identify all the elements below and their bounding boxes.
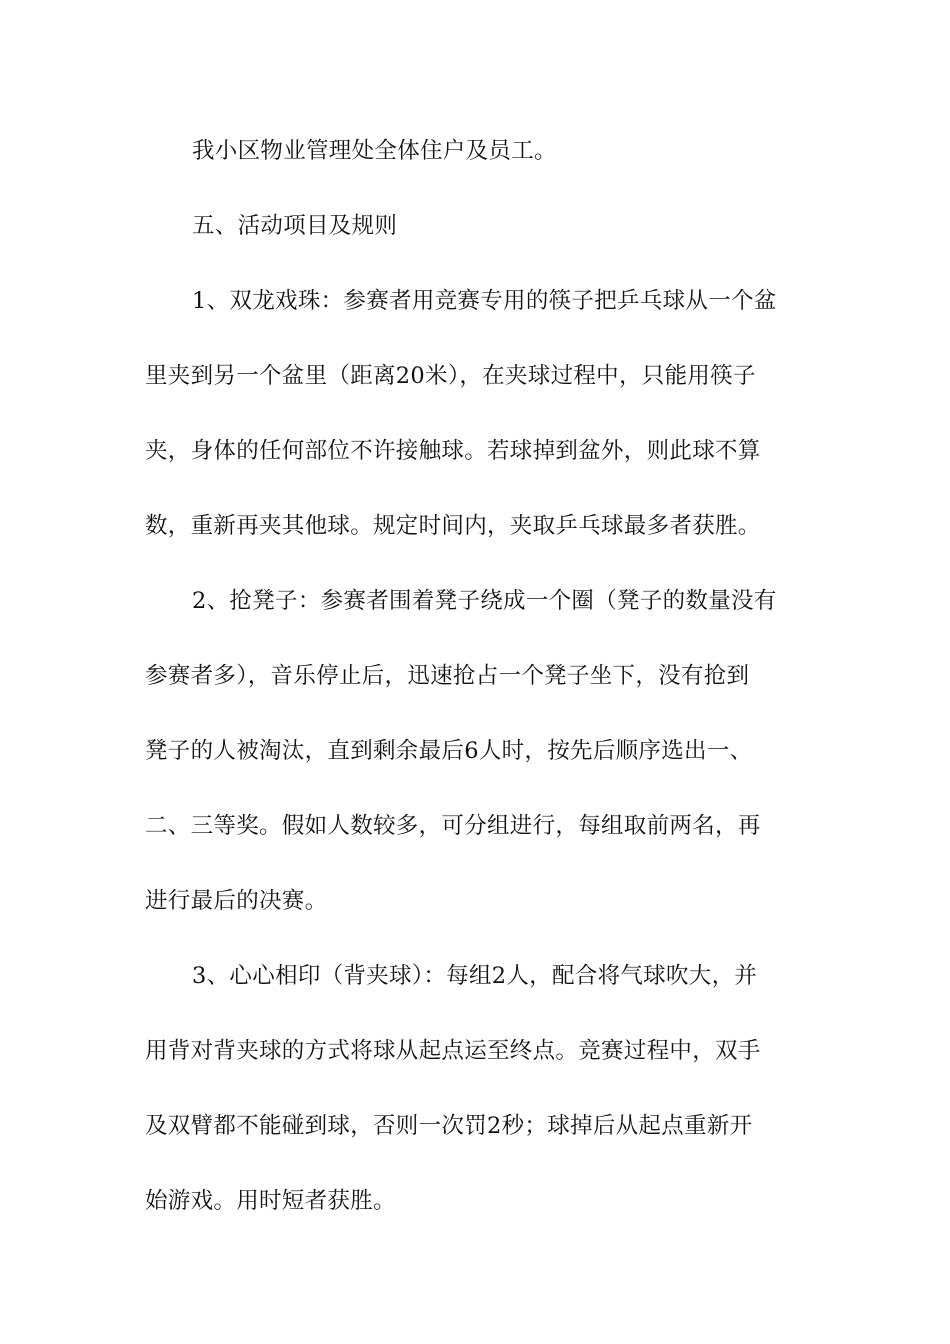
paragraph-line: 进行最后的决赛。 [145,888,328,914]
paragraph-line: 二、三等奖。假如人数较多，可分组进行，每组取前两名，再 [145,813,761,839]
paragraph-line: 3、心心相印（背夹球）：每组2人，配合将气球吹大，并 [192,963,758,989]
paragraph-line: 2、抢凳子：参赛者围着凳子绕成一个圈（凳子的数量没有 [192,588,777,614]
paragraph-line: 用背对背夹球的方式将球从起点运至终点。竞赛过程中，双手 [145,1038,761,1064]
paragraph-line: 数，重新再夹其他球。规定时间内，夹取乒乓球最多者获胜。 [145,513,761,539]
paragraph-line: 1、双龙戏珠：参赛者用竞赛专用的筷子把乒乓球从一个盆 [192,288,777,314]
paragraph-line: 夹，身体的任何部位不许接触球。若球掉到盆外，则此球不算 [145,438,761,464]
paragraph-line: 我小区物业管理处全体住户及员工。 [192,138,557,164]
paragraph-line: 参赛者多），音乐停止后，迅速抢占一个凳子坐下，没有抢到 [145,663,750,689]
section-heading: 五、活动项目及规则 [192,213,398,239]
paragraph-line: 始游戏。用时短者获胜。 [145,1188,396,1214]
paragraph-line: 里夹到另一个盆里（距离20米），在夹球过程中，只能用筷子 [145,363,756,389]
paragraph-line: 及双臂都不能碰到球，否则一次罚2秒；球掉后从起点重新开 [145,1113,753,1139]
paragraph-line: 凳子的人被淘汰，直到剩余最后6人时，按先后顺序选出一、 [145,738,753,764]
